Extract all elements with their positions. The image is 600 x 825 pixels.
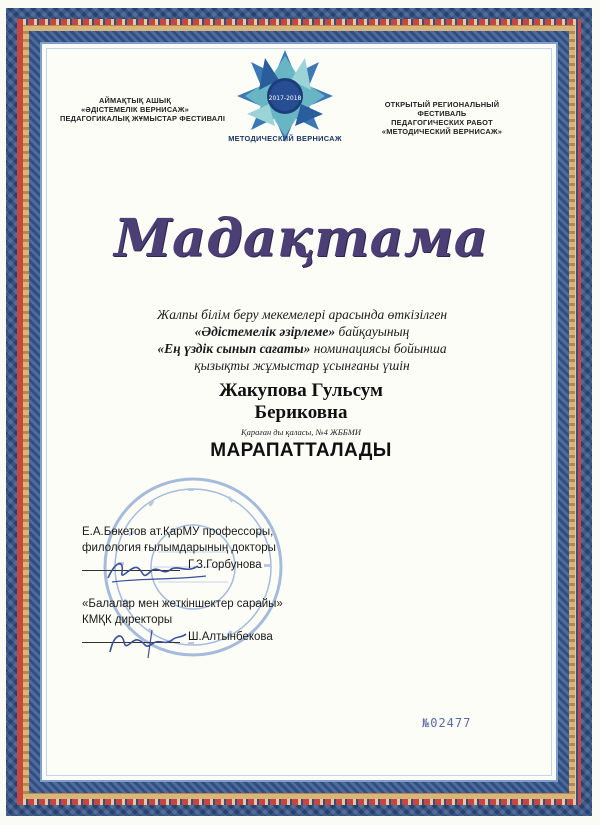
signer-2-title-line-1: «Балалар мен жеткіншектер сарайы» bbox=[82, 598, 283, 610]
left-org-line: ПЕДАГОГИКАЛЫҚ ЖҰМЫСТАР ФЕСТИВАЛІ bbox=[60, 114, 226, 123]
recipient-name-line-1: Жакупова Гульсум bbox=[219, 380, 383, 401]
recipient-name-line-2: Бериковна bbox=[254, 402, 348, 423]
right-org-line: ПЕДАГОГИЧЕСКИХ РАБОТ bbox=[391, 118, 493, 127]
left-org-line: «ӘДІСТЕМЕЛІК ВЕРНИСАЖ» bbox=[81, 105, 189, 114]
award-text: МАРАПАТТАЛАДЫ bbox=[210, 440, 392, 461]
certificate-paper bbox=[40, 42, 558, 782]
recipient-name bbox=[42, 380, 560, 424]
certificate-title: Мадақтама bbox=[113, 208, 488, 269]
logo-caption: МЕТОДИЧЕСКИЙ ВЕРНИСАЖ bbox=[228, 134, 342, 143]
right-org-line: ФЕСТИВАЛЬ bbox=[417, 109, 467, 118]
signer-1-name: Г.З.Горбунова bbox=[188, 559, 262, 571]
body-line-2-rest: байқауының bbox=[335, 324, 410, 339]
nomination-name: «Ең үздік сынып сағаты» bbox=[157, 341, 311, 356]
certificate-body bbox=[62, 306, 542, 374]
body-line-1: Жалпы білім беру мекемелері арасында өткізілген bbox=[156, 307, 448, 322]
serial-number: №02477 bbox=[422, 716, 472, 730]
right-org-line: ОТКРЫТЫЙ РЕГИОНАЛЬНЫЙ bbox=[384, 100, 500, 109]
contest-name: «Әдістемелік әзірлеме» bbox=[194, 324, 336, 339]
handwritten-signature-2-icon bbox=[102, 626, 192, 660]
left-organization bbox=[60, 96, 226, 123]
left-org-line: АЙМАҚТЫҚ АШЫҚ bbox=[98, 96, 172, 105]
signer-2-name: Ш.Алтынбекова bbox=[188, 631, 273, 643]
logo-years: 2017-2018 bbox=[268, 95, 302, 102]
signer-1-title-line-1: Е.А.Бөкетов ат.ҚарМУ профессоры, bbox=[82, 526, 274, 538]
body-line-3-rest: номинациясы бойынша bbox=[310, 341, 447, 356]
handwritten-signature-1-icon bbox=[102, 554, 212, 588]
right-org-line: «МЕТОДИЧЕСКИЙ ВЕРНИСАЖ» bbox=[381, 127, 503, 136]
signer-2-title-line-2: КМҚК директоры bbox=[82, 614, 173, 626]
right-organization bbox=[367, 100, 517, 136]
recipient-school: Қараған ды қаласы, №4 ЖББМИ bbox=[241, 427, 361, 437]
signer-1-title-line-2: филология ғылымдарының докторы bbox=[82, 542, 276, 554]
body-line-4: қызықты жұмыстар ұсынғаны үшін bbox=[194, 358, 410, 373]
